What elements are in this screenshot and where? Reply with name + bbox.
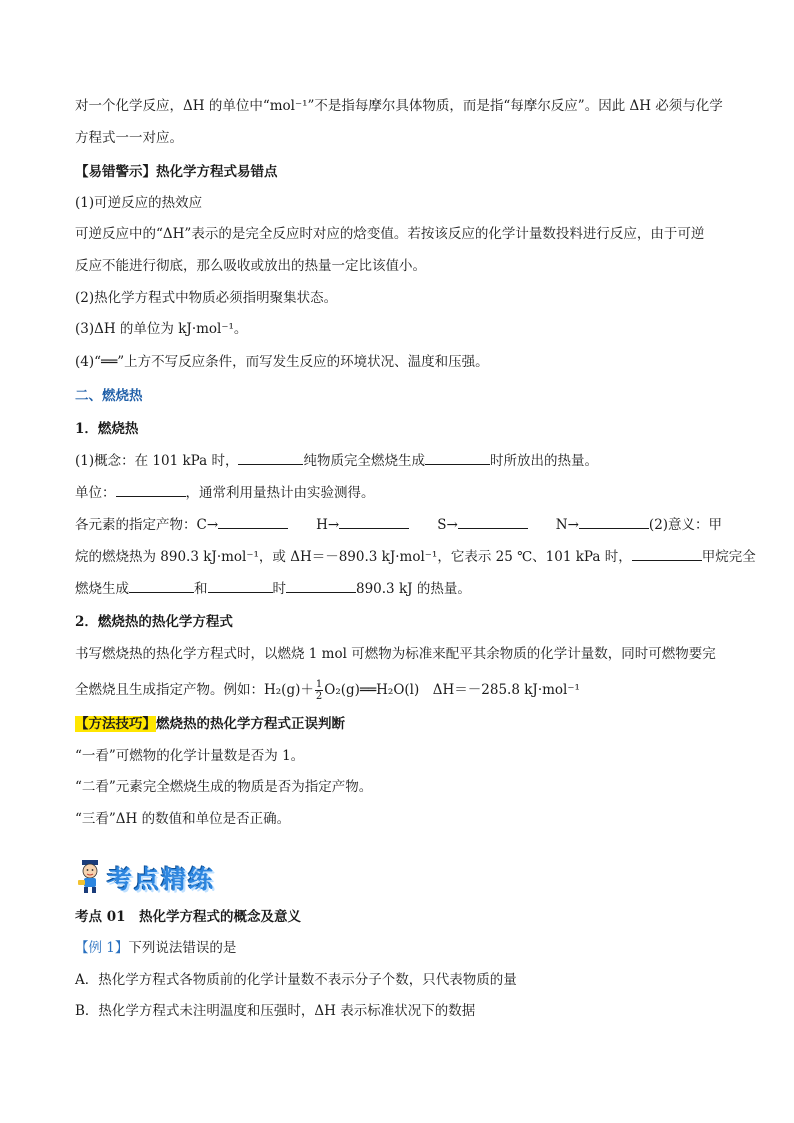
text-line: (3)ΔH 的单位为 kJ·mol⁻¹。 [75, 321, 248, 337]
text-line: “三看”ΔH 的数值和单位是否正确。 [75, 811, 291, 827]
method-tag: 【方法技巧】 [75, 716, 156, 732]
section-title: 考点精练 [107, 865, 216, 894]
cartoon-student-icon [75, 858, 105, 894]
text-line: “一看”可燃物的化学计量数是否为 1。 [75, 748, 305, 764]
subsection-heading: 1．燃烧热 [75, 421, 139, 437]
answer-blank[interactable] [425, 450, 490, 465]
text-line: 反应不能进行彻底，那么吸收或放出的热量一定比该值小。 [75, 258, 426, 274]
answer-blank[interactable] [238, 450, 303, 465]
subsection-heading: 2．燃烧热的热化学方程式 [75, 614, 233, 630]
text-line: 对一个化学反应，ΔH 的单位中“mol⁻¹”不是指每摩尔具体物质，而是指“每摩尔反应”。因此 ΔH 必须与化学 [75, 98, 723, 114]
concept-line: (1)概念：在 101 kPa 时， 纯物质完全燃烧生成 时所放出的热量。 [75, 450, 598, 471]
text-line: 方程式一一对应。 [75, 130, 183, 146]
section-heading: 二、燃烧热 [75, 388, 143, 404]
text-line: 可逆反应中的“ΔH”表示的是完全反应时对应的焓变值。若按该反应的化学计量数投料进行反应，由于可逆 [75, 226, 705, 242]
equation-line: 全燃烧且生成指定产物。例如：H₂(g)＋ $\frac{1}{2}$ O₂(g)══H₂O(l) ΔH＝－285.8 kJ·mol⁻¹ [75, 679, 580, 702]
answer-blank[interactable] [458, 514, 528, 529]
answer-blank[interactable] [579, 514, 649, 529]
text-line: (2)热化学方程式中物质必须指明聚集状态。 [75, 290, 338, 306]
products-line: 各元素的指定产物：C→ H→ S→ N→ (2)意义：甲 [75, 514, 722, 535]
unit-line: 单位： ，通常利用量热计由实验测得。 [75, 482, 375, 503]
topic-heading: 考点 01 热化学方程式的概念及意义 [75, 909, 301, 925]
text-line: (4)“══”上方不写反应条件，而写发生反应的环境状况、温度和压强。 [75, 354, 489, 370]
option-a: A．热化学方程式各物质前的化学计量数不表示分子个数，只代表物质的量 [75, 972, 517, 988]
option-b: B．热化学方程式未注明温度和压强时，ΔH 表示标准状况下的数据 [75, 1003, 476, 1019]
warning-heading: 【易错警示】热化学方程式易错点 [75, 164, 278, 180]
text-line: “二看”元素完全燃烧生成的物质是否为指定产物。 [75, 779, 373, 795]
text-line: (1)可逆反应的热效应 [75, 195, 203, 211]
method-heading: 【方法技巧】燃烧热的热化学方程式正误判断 [75, 716, 345, 732]
answer-blank[interactable] [632, 546, 702, 561]
answer-blank[interactable] [129, 578, 194, 593]
example-tag: 【例 1】 [75, 940, 129, 956]
fraction-one-half: $\frac{1}{2}$ [315, 679, 323, 702]
answer-blank[interactable] [339, 514, 409, 529]
example-prompt: 【例 1】下列说法错误的是 [75, 940, 237, 956]
answer-blank[interactable] [208, 578, 273, 593]
answer-blank[interactable] [116, 482, 186, 497]
meaning-line: 烷的燃烧热为 890.3 kJ·mol⁻¹，或 ΔH＝－890.3 kJ·mol⁻¹，它表示 25 ℃、101 kPa 时， 甲烷完全 [75, 546, 756, 567]
text-line: 书写燃烧热的热化学方程式时，以燃烧 1 mol 可燃物为标准来配平其余物质的化学计量数，同时可燃物要完 [75, 646, 716, 662]
meaning-line-2: 燃烧生成 和 时 890.3 kJ 的热量。 [75, 578, 471, 599]
answer-blank[interactable] [286, 578, 356, 593]
answer-blank[interactable] [218, 514, 288, 529]
